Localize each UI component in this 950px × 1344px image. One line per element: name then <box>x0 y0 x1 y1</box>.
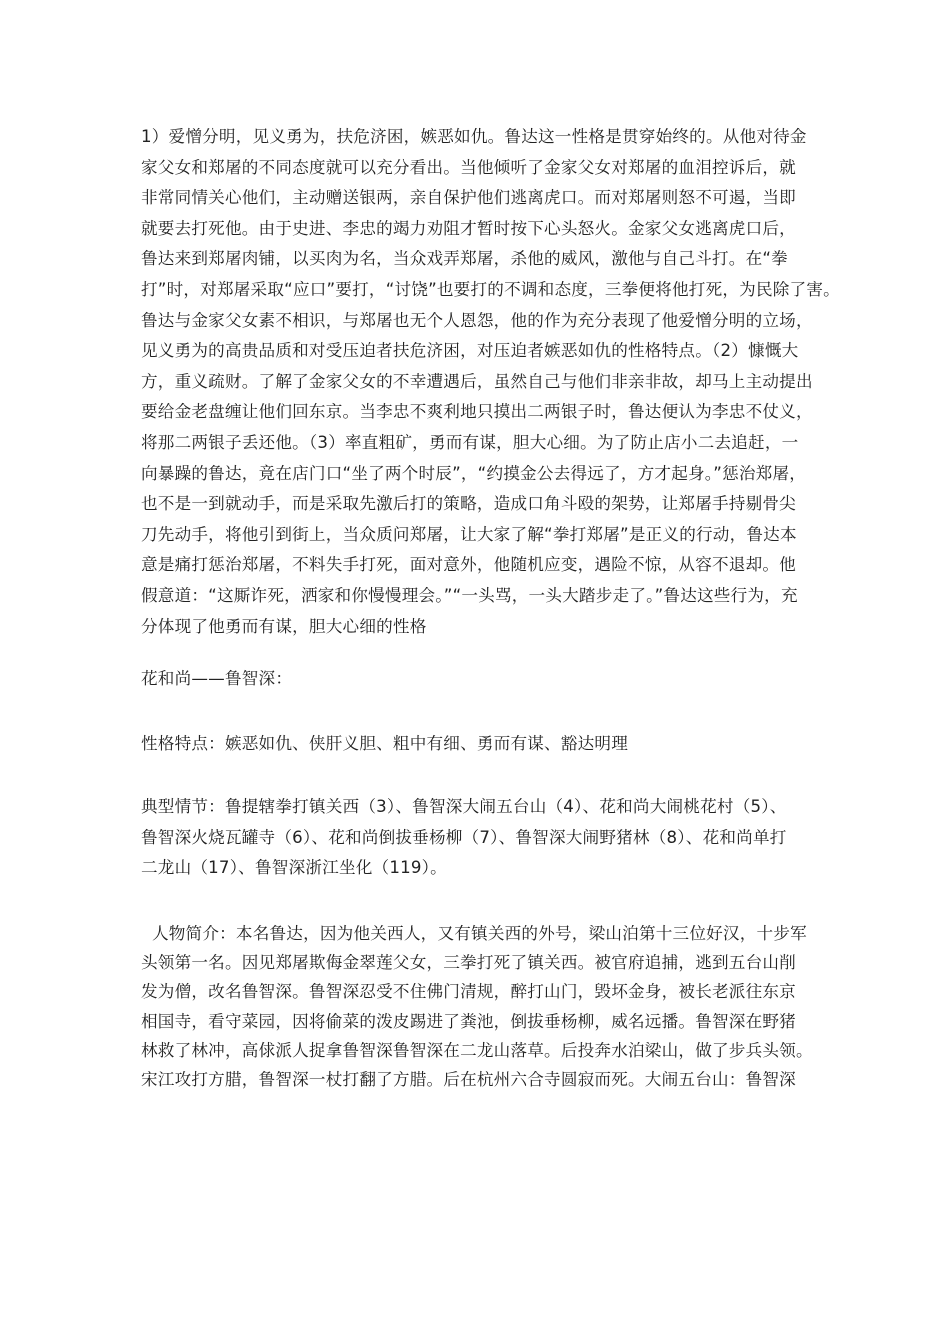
document-body <box>141 122 840 1094</box>
text-line: 将那二两银子丢还他。（3）率直粗矿，勇而有谋，胆大心细。为了防止店小二去追赶，一 <box>141 432 799 452</box>
text-line: 相国寺，看守菜园，因将偷菜的泼皮踢进了粪池，倒拔垂杨柳，威名远播。鲁智深在野猪 <box>141 1011 796 1031</box>
text-line: 林救了林冲，高俅派人捉拿鲁智深鲁智深在二龙山落草。后投奔水泊梁山，做了步兵头领。 <box>141 1040 813 1060</box>
text-line: 家父女和郑屠的不同态度就可以充分看出。当他倾听了金家父女对郑屠的血泪控诉后，就 <box>141 157 796 177</box>
text-line: 意是痛打惩治郑屠，不料失手打死，面对意外，他随机应变，遇险不惊，从容不退却。他 <box>141 555 796 575</box>
text-line: 性格特点：嫉恶如仇、侠肝义胆、粗中有细、勇而有谋、豁达明理 <box>141 733 629 753</box>
text-line: 就要去打死他。由于史进、李忠的竭力劝阻才暂时按下心头怒火。金家父女逃离虎口后， <box>141 218 796 238</box>
text-line: 头领第一名。因见郑屠欺侮金翠莲父女，三拳打死了镇关西。被官府追捕，逃到五台山削 <box>141 953 796 973</box>
text-line: 非常同情关心他们，主动赠送银两，亲自保护他们逃离虎口。而对郑屠则怒不可遏，当即 <box>141 188 796 208</box>
text-line: 向暴躁的鲁达，竟在店门口“坐了两个时辰”，“约摸金公去得远了，方才起身。”惩治郑屠， <box>141 463 807 483</box>
text-line: 分体现了他勇而有谋，胆大心细的性格 <box>141 616 427 636</box>
text-line: 典型情节：鲁提辖拳打镇关西（3）、鲁智深大闹五台山（4）、花和尚大闹桃花村（5）、 <box>141 797 787 817</box>
text-line: 打”时，对郑屠采取“应口”要打，“讨饶”也要打的不调和态度，三拳便将他打死，为民除了害。 <box>141 279 840 299</box>
text-line: 鲁智深火烧瓦罐寺（6）、花和尚倒拔垂杨柳（7）、鲁智深大闹野猪林（8）、花和尚单打 <box>141 827 787 847</box>
text-line: 发为僧，改名鲁智深。鲁智深忍受不住佛门清规，醉打山门，毁坏金身，被长老派往东京 <box>141 982 796 1002</box>
text-line: 1）爱憎分明，见义勇为，扶危济困，嫉恶如仇。鲁达这一性格是贯穿始终的。从他对待金 <box>141 127 807 146</box>
text-line: 二龙山（17）、鲁智深浙江坐化（119）。 <box>141 858 447 878</box>
text-line: 假意道：“这厮诈死，洒家和你慢慢理会。”“一头骂，一头大踏步走了。”鲁达这些行为，充 <box>141 585 798 605</box>
paragraph-personality-traits <box>141 729 831 760</box>
text-line: 见义勇为的高贵品质和对受压迫者扶危济困，对压迫者嫉恶如仇的性格特点。（2）慷慨大 <box>141 341 799 361</box>
text-line: 刀先动手，将他引到街上，当众质问郑屠，让大家了解“拳打郑屠”是正义的行动，鲁达本 <box>141 524 797 544</box>
paragraph-character-intro <box>141 919 831 1094</box>
text-line: 人物简介：本名鲁达，因为他关西人，又有镇关西的外号，梁山泊第十三位好汉，十步军 <box>141 924 807 944</box>
section-heading-hua-he-shang <box>141 664 831 695</box>
text-line: 花和尚——鲁智深： <box>141 669 293 689</box>
text-line: 宋江攻打方腊，鲁智深一杖打翻了方腊。后在杭州六合寺圆寂而死。大闹五台山：鲁智深 <box>141 1070 796 1089</box>
text-line: 鲁达与金家父女素不相识，与郑屠也无个人恩怨，他的作为充分表现了他爱憎分明的立场， <box>141 310 813 330</box>
paragraph-lu-da-personality <box>141 122 840 642</box>
paragraph-typical-plots <box>141 792 831 884</box>
text-line: 也不是一到就动手，而是采取先激后打的策略，造成口角斗殴的架势，让郑屠手持剔骨尖 <box>141 494 796 514</box>
text-line: 鲁达来到郑屠肉铺，以买肉为名，当众戏弄郑屠，杀他的威风，激他与自己斗打。在“拳 <box>141 249 788 269</box>
text-line: 方，重义疏财。了解了金家父女的不幸遭遇后，虽然自己与他们非亲非故，却马上主动提出 <box>141 371 813 391</box>
text-line: 要给金老盘缠让他们回东京。当李忠不爽利地只摸出二两银子时，鲁达便认为李忠不仗义， <box>141 402 813 422</box>
